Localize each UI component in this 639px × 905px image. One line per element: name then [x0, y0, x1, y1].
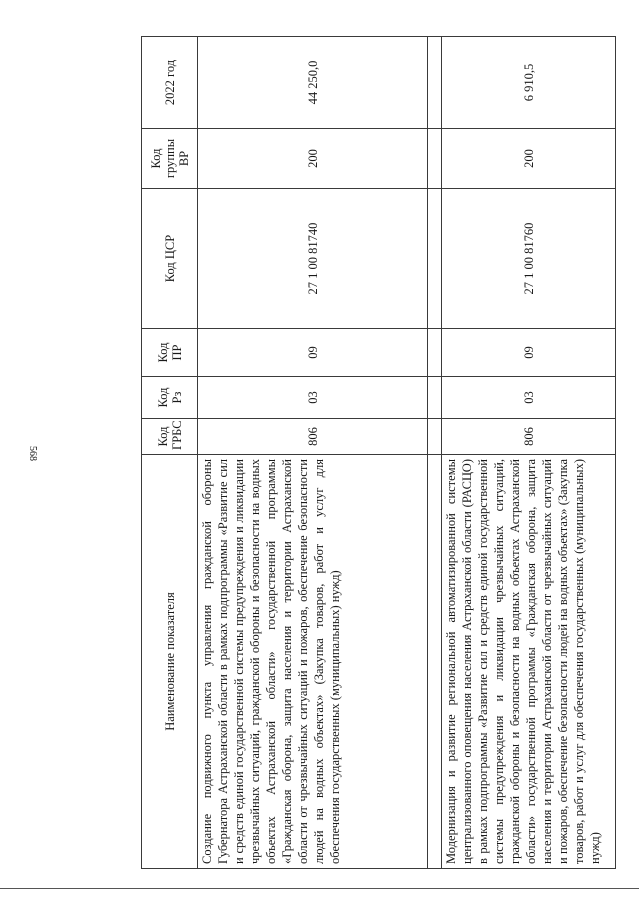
header-grbs: Код ГРБС — [142, 419, 198, 455]
row-name: Модернизация и развитие региональной автоматизированной системы централизованного оповещения населения Астраханской области (РАСЦО) в рамках подпрограммы «Развитие сил и средств единой государственной системы предупреждения и ликвидации чрезвычайных ситуаций, гражданской обороны и безопасности на водных объектах Астраханской области» государственной программы «Гражданская оборона, защита населения и территории Астраханской области от чрезвычайных ситуаций и пожаров, обеспечение безопасности людей на водных объектах» (Закупка товаров, работ и услуг для обеспечения государственных (муниципальных) нужд) — [442, 455, 616, 869]
row-pr: 09 — [442, 329, 616, 377]
row-rz: 03 — [442, 377, 616, 419]
budget-table — [141, 36, 616, 869]
row-vr: 200 — [442, 129, 616, 189]
row-grbs: 806 — [198, 419, 428, 455]
header-pr: Код ПР — [142, 329, 198, 377]
page-number: 568 — [27, 446, 38, 461]
row-pr: 09 — [198, 329, 428, 377]
row-csr: 27 1 00 81740 — [198, 189, 428, 329]
table-row — [198, 37, 428, 869]
page-bottom-rule — [0, 888, 639, 889]
rotated-table-container — [141, 37, 615, 869]
row-year: 6 910,5 — [442, 37, 616, 129]
row-rz: 03 — [198, 377, 428, 419]
row-vr: 200 — [198, 129, 428, 189]
header-rz: Код Рз — [142, 377, 198, 419]
row-year: 44 250,0 — [198, 37, 428, 129]
table-header-row — [142, 37, 198, 869]
header-year: 2022 год — [142, 37, 198, 129]
table-row — [442, 37, 616, 869]
row-name: Создание подвижного пункта управления гражданской обороны Губернатора Астраханской области в рамках подпрограммы «Развитие сил и средств единой государственной системы предупреждения и ликвидации чрезвычайных ситуаций, гражданской обороны и безопасности на водных объектах Астраханской области» государственной программы «Гражданская оборона, защита населения и территории Астраханской области от чрезвычайных ситуаций и пожаров, обеспечение безопасности людей на водных объектах» (Закупка товаров, работ и услуг для обеспечения государственных (муниципальных) нужд) — [198, 455, 428, 869]
header-vr: Код группы ВР — [142, 129, 198, 189]
row-csr: 27 1 00 81760 — [442, 189, 616, 329]
row-grbs: 806 — [442, 419, 616, 455]
header-name: Наименование показателя — [142, 455, 198, 869]
table-spacer-row — [428, 37, 442, 869]
header-csr: Код ЦСР — [142, 189, 198, 329]
